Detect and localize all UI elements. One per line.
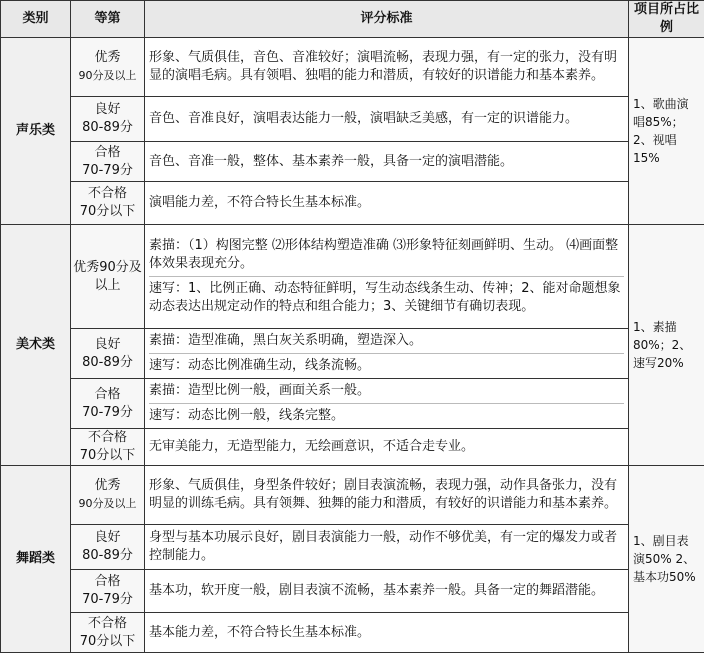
table-row [1,142,704,182]
criteria-cell: 基本能力差，不符合特长生基本标准。 [145,613,629,653]
grade-cell: 良好 80-89分 [71,329,145,379]
grade-cell: 良好 80-89分 [71,97,145,142]
ratio-art: 1、素描80%；2、速写20% [629,225,704,466]
criteria-cell: 形象、气质俱佳，音色、音准较好；演唱流畅，表现力强，有一定的张力，没有明显的演唱毛病。具有领唱、独唱的能力和潜质，有较好的识谱能力和基本素养。 [145,38,629,97]
table-row [1,613,704,653]
quick-sketch-criteria: 速写：动态比例一般，线条完整。 [149,408,345,423]
quick-sketch-criteria: 速写：动态比例准确生动，线条流畅。 [149,358,371,373]
criteria-cell: 音色、音准一般，整体、基本素养一般，具备一定的演唱潜能。 [145,142,629,182]
criteria-cell [145,379,629,429]
category-vocal: 声乐类 [1,38,71,225]
grade-cell: 优秀90分及以上 [71,225,145,329]
criteria-cell: 形象、气质俱佳，身型条件较好；剧目表演流畅，表现力强，动作具备张力，没有明显的训练毛病。具有领舞、独舞的能力和潜质，有较好的识谱能力和基本素养。 [145,466,629,525]
table-row [1,570,704,613]
category-dance: 舞蹈类 [1,466,71,653]
table-row [1,466,704,525]
criteria-cell [145,329,629,379]
criteria-cell: 无审美能力，无造型能力，无绘画意识，不适合走专业。 [145,429,629,466]
criteria-cell: 演唱能力差，不符合特长生基本标准。 [145,182,629,225]
header-ratio: 项目所占比例 [629,1,704,38]
table-row [1,97,704,142]
sketch-criteria: 素描：造型比例一般，画面关系一般。 [149,382,624,404]
table-row [1,525,704,570]
criteria-cell [145,225,629,329]
category-art: 美术类 [1,225,71,466]
grade-cell: 合格 70-79分 [71,142,145,182]
header-grade: 等第 [71,1,145,38]
grade-cell: 良好 80-89分 [71,525,145,570]
header-criteria: 评分标准 [145,1,629,38]
grade-cell: 不合格 70分以下 [71,613,145,653]
header-category: 类别 [1,1,71,38]
sketch-criteria: 素描：造型准确，黑白灰关系明确，塑造深入。 [149,332,624,354]
grade-cell: 合格 70-79分 [71,379,145,429]
ratio-vocal: 1、歌曲演唱85%；2、视唱15% [629,38,704,225]
table-row [1,182,704,225]
quick-sketch-criteria: 速写：1、比例正确、动态特征鲜明，写生动态线条生动、传神；2、能对命题想象动态表达出规定动作的特点和组合能力；3、关键细节有确切表现。 [149,281,621,314]
grade-cell: 不合格 70分以下 [71,182,145,225]
grade-cell: 优秀 90分及以上 [71,466,145,525]
table-row [1,379,704,429]
ratio-dance: 1、剧目表演50% 2、基本功50% [629,466,704,653]
table-row [1,38,704,97]
criteria-cell: 身型与基本功展示良好，剧目表演能力一般，动作不够优美，有一定的爆发力或者控制能力。 [145,525,629,570]
table-row [1,329,704,379]
table-row [1,225,704,329]
grade-cell: 优秀 90分及以上 [71,38,145,97]
criteria-cell: 基本功，软开度一般，剧目表演不流畅，基本素养一般。具备一定的舞蹈潜能。 [145,570,629,613]
sketch-criteria: 素描：（1）构图完整 ⑵形体结构塑造准确 ⑶形象特征刻画鲜明、生动。 ⑷画面整体效果表现充分。 [149,237,624,277]
grade-cell: 合格 70-79分 [71,570,145,613]
table-row [1,429,704,466]
header-row [1,1,704,38]
grade-cell: 不合格 70分以下 [71,429,145,466]
criteria-cell: 音色、音准良好，演唱表达能力一般，演唱缺乏美感，有一定的识谱能力。 [145,97,629,142]
